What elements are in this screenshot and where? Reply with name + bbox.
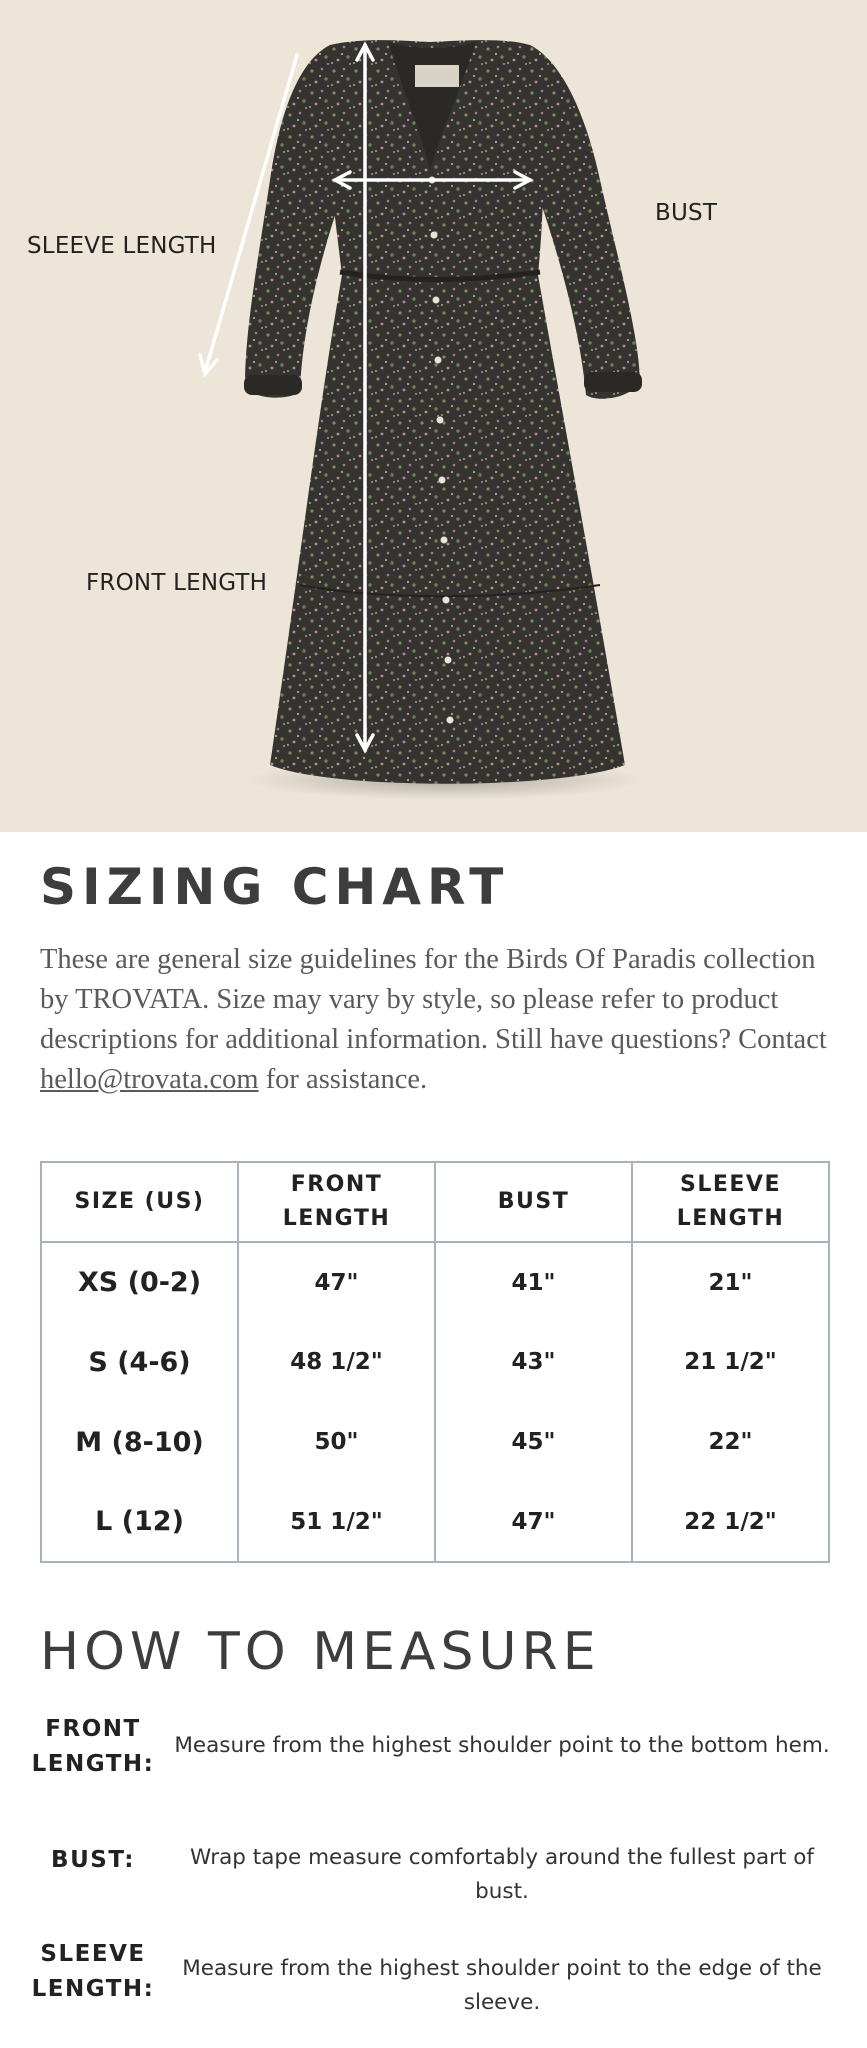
table-header-row xyxy=(41,1162,829,1242)
table-row xyxy=(41,1242,829,1322)
how-to-measure-title: HOW TO MEASURE xyxy=(40,1622,601,1682)
sleeve-length-label: SLEEVE LENGTH xyxy=(27,233,217,259)
size-cell: S (4-6) xyxy=(41,1322,238,1402)
front-length-cell: 48 1/2" xyxy=(238,1322,435,1402)
intro-suffix: for assistance. xyxy=(258,1064,428,1095)
measure-term: SLEEVE LENGTH: xyxy=(31,1941,155,2002)
bust-cell: 45" xyxy=(435,1402,632,1482)
measure-term: FRONT LENGTH: xyxy=(31,1716,155,1777)
intro-text: These are general size guidelines for the Birds Of Paradis collection by TROVATA. Size may vary by style, so please refer to product descriptions for additional information. Still have questions? Contact xyxy=(40,944,827,1055)
size-cell: L (12) xyxy=(41,1482,238,1562)
measure-term: BUST: xyxy=(51,1847,135,1873)
size-table xyxy=(40,1161,830,1563)
sizing-intro xyxy=(40,940,840,1100)
measure-description: Measure from the highest shoulder point to the bottom hem. xyxy=(174,1733,830,1758)
sizing-chart-title: SIZING CHART xyxy=(40,858,510,916)
left-sleeve xyxy=(245,45,340,398)
header-bust: BUST xyxy=(435,1162,632,1242)
sleeve-length-cell: 21 1/2" xyxy=(632,1322,829,1402)
sleeve-length-cell: 21" xyxy=(632,1242,829,1322)
front-length-label: FRONT LENGTH xyxy=(86,570,268,596)
bust-label: BUST xyxy=(655,200,718,226)
contact-email-link[interactable]: hello@trovata.com xyxy=(40,1064,259,1095)
bust-cell: 47" xyxy=(435,1482,632,1562)
front-length-cell: 50" xyxy=(238,1402,435,1482)
header-sleeve-length: SLEEVE LENGTH xyxy=(632,1162,829,1242)
table-row xyxy=(41,1482,829,1562)
header-size: SIZE (US) xyxy=(41,1162,238,1242)
front-length-cell: 47" xyxy=(238,1242,435,1322)
product-image xyxy=(0,0,867,832)
bust-cell: 43" xyxy=(435,1322,632,1402)
dress-illustration xyxy=(0,0,867,832)
front-length-cell: 51 1/2" xyxy=(238,1482,435,1562)
sleeve-length-cell: 22" xyxy=(632,1402,829,1482)
measure-description: Wrap tape measure comfortably around the fullest part of bust. xyxy=(189,1845,814,1904)
size-cell: XS (0-2) xyxy=(41,1242,238,1322)
collar-tag xyxy=(415,65,459,87)
header-front-length: FRONT LENGTH xyxy=(238,1162,435,1242)
bust-cell: 41" xyxy=(435,1242,632,1322)
table-row xyxy=(41,1322,829,1402)
table-row xyxy=(41,1402,829,1482)
measure-description: Measure from the highest shoulder point to the edge of the sleeve. xyxy=(182,1956,822,2015)
sleeve-length-cell: 22 1/2" xyxy=(632,1482,829,1562)
size-cell: M (8-10) xyxy=(41,1402,238,1482)
